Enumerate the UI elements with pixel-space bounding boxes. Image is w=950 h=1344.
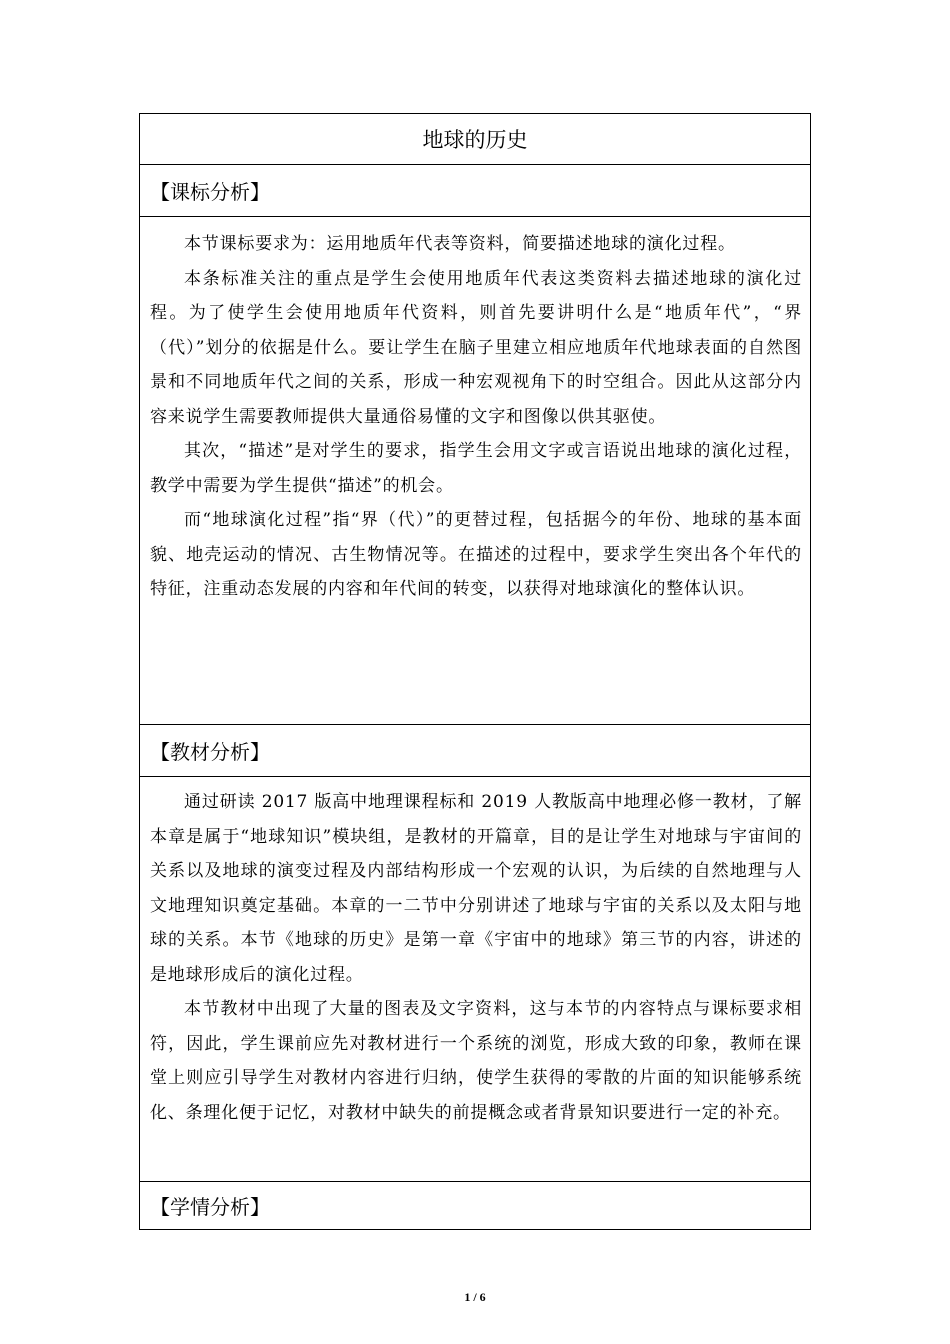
paragraph: 本条标准关注的重点是学生会使用地质年代表这类资料去描述地球的演化过程。为了使学生会使用地质年代资料，则首先要讲明什么是“地质年代”，“界（代）”划分的依据是什么。要让学生在脑子里建立相应地质年代地球表面的自然图景和不同地质年代之间的关系，形成一种宏观视角下的时空组合。因此从这部分内容来说学生需要教师提供大量通俗易懂的文字和图像以供其驱使。: [150, 268, 802, 427]
paragraph: 本节课标要求为：运用地质年代表等资料，简要描述地球的演化过程。: [184, 234, 736, 254]
section-heading-students: 【学情分析】: [140, 1181, 810, 1229]
section-body-curriculum: [140, 216, 810, 724]
page-number: 1 / 6: [464, 1290, 486, 1304]
paragraph: 通过研读 2017 版高中地理课程标和 2019 人教版高中地理必修一教材，了解本章是属于“地球知识”模块组，是教材的开篇章，目的是让学生对地球与宇宙间的关系以及地球的演变过程及内部结构形成一个宏观的认识，为后续的自然地理与人文地理知识奠定基础。本章的一二节中分别讲述了地球与宇宙的关系以及太阳与地球的关系。本节《地球的历史》是第一章《宇宙中的地球》第三节的内容，讲述的是地球形成后的演化过程。: [150, 792, 802, 985]
document-title: 地球的历史: [422, 128, 528, 152]
section-heading-curriculum: 【课标分析】: [140, 164, 810, 216]
section-body-textbook: [140, 776, 810, 1181]
paragraph: 而“地球演化过程”指“界（代）”的更替过程，包括据今的年份、地球的基本面貌、地壳运动的情况、古生物情况等。在描述的过程中，要求学生突出各个年代的特征，注重动态发展的内容和年代间的转变，以获得对地球演化的整体认识。: [150, 510, 802, 599]
paragraph: 本节教材中出现了大量的图表及文字资料，这与本节的内容特点与课标要求相符，因此，学生课前应先对教材进行一个系统的浏览，形成大致的印象，教师在课堂上则应引导学生对教材内容进行归纳，使学生获得的零散的片面的知识能够系统化、条理化便于记忆，对教材中缺失的前提概念或者背景知识要进行一定的补充。: [150, 999, 802, 1123]
document-table: [139, 113, 811, 1230]
section-heading-textbook: 【教材分析】: [140, 724, 810, 776]
paragraph: 其次，“描述”是对学生的要求，指学生会用文字或言语说出地球的演化过程，教学中需要为学生提供“描述”的机会。: [150, 441, 802, 496]
